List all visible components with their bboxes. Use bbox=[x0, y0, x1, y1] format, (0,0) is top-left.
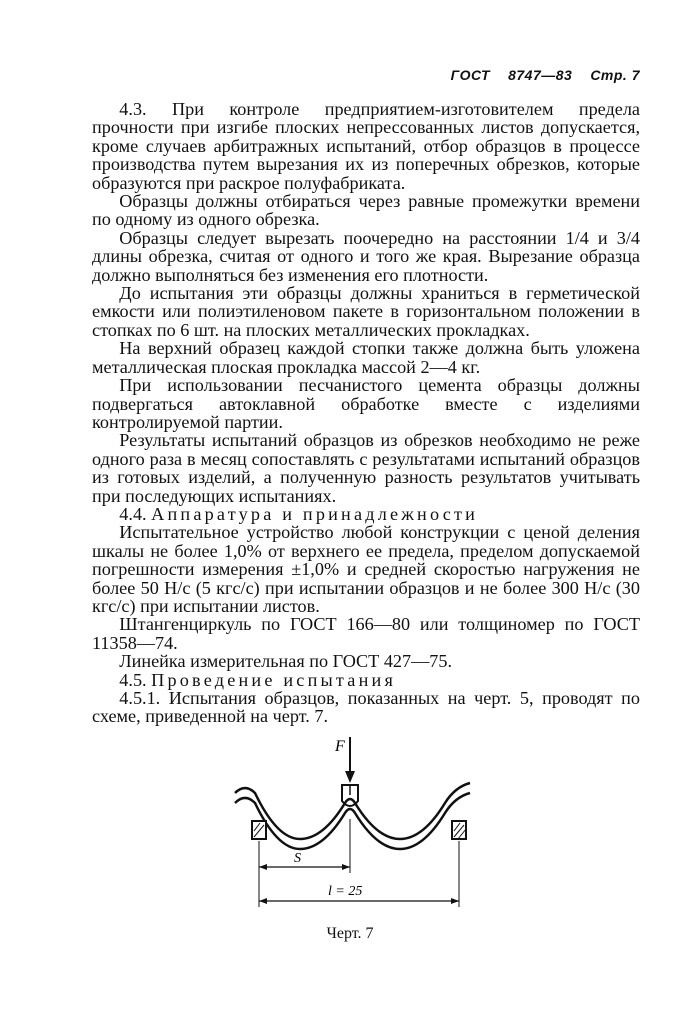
paragraph-4-5-1: 4.5.1. Испытания образцов, показанных на черт. 5, проводят по схеме, приведенной на черт. 7. bbox=[92, 688, 640, 727]
header-standard: ГОСТ bbox=[450, 67, 491, 83]
section-title: Проведение испытания bbox=[151, 669, 397, 690]
right-support bbox=[452, 821, 466, 839]
section-number: 4.5. bbox=[119, 669, 147, 690]
s-arrow-right bbox=[342, 864, 350, 870]
paragraph-ruler: Линейка измерительная по ГОСТ 427—75. bbox=[119, 651, 453, 672]
paragraph-caliper: Штангенциркуль по ГОСТ 166—80 или толщиномер по ГОСТ 11358—74. bbox=[92, 614, 640, 653]
left-support bbox=[252, 821, 266, 839]
document-body bbox=[92, 100, 640, 726]
paragraph-top-sample: На верхний образец каждой стопки также должна быть уложена металлическая плоская прокладка массой 2—4 кг. bbox=[92, 338, 640, 377]
section-title: Аппаратура и принадлежности bbox=[151, 503, 479, 524]
l-arrow-left bbox=[259, 898, 267, 904]
paragraph-storage: До испытания эти образцы должны храниться в герметической емкости или полиэтиленовом пакете в горизонтальном положении в стопках по 6 шт. на плоских металлических прокладках. bbox=[92, 283, 640, 340]
s-label: S bbox=[294, 851, 301, 866]
header-page: Стр. 7 bbox=[590, 67, 640, 83]
section-heading-4-4 bbox=[92, 505, 640, 523]
paragraph-4-3: 4.3. При контроле предприятием-изготовителем предела прочности при изгибе плоских непрессованных листов допускается, кроме случаев арбитражных испытаний, отбор образцов в процессе производства путем вырезания их из поперечных обрезков, которые образуются при раскрое полуфабриката. bbox=[92, 99, 640, 193]
force-label: F bbox=[335, 738, 345, 755]
page-header bbox=[451, 67, 640, 83]
test-scheme-drawing bbox=[190, 735, 520, 915]
section-number: 4.4. bbox=[119, 503, 147, 524]
figure-caption: Черт. 7 bbox=[326, 925, 374, 942]
paragraph-cutting: Образцы следует вырезать поочередно на расстоянии 1/4 и 3/4 длины обрезка, считая от одного и того же края. Вырезание образца должно выполняться без изменения его плотности. bbox=[92, 227, 640, 285]
paragraph-test-device: Испытательное устройство любой конструкции с ценой деления шкалы не более 1,0% от верхнего ее предела, пределом допускаемой погрешности измерения ±1,0% и средней скоростью нагружения не более 50 Н/с (5 кгс/с) при испытании образцов и не более 300 Н/с (30 кгс/с) при испытании листов. bbox=[92, 522, 640, 616]
l-label: l = 25 bbox=[328, 884, 363, 899]
paragraph-sand-cement: При использовании песчанистого цемента образцы должны подвергаться автоклавной обработке вместе с изделиями контролируемой партии. bbox=[92, 375, 640, 432]
header-number: 8747—83 bbox=[508, 67, 573, 83]
force-arrow-head bbox=[345, 771, 355, 783]
paragraph-results: Результаты испытаний образцов из обрезков необходимо не реже одного раза в месяц сопоставлять с результатами испытаний образцов из готовых изделий, а полученную разность результатов учитывать при последующих испытаниях. bbox=[92, 430, 640, 506]
l-arrow-right bbox=[451, 898, 459, 904]
section-heading-4-5 bbox=[92, 671, 640, 689]
s-arrow-left bbox=[259, 864, 267, 870]
paragraph-samples-interval: Образцы должны отбираться через равные промежутки времени по одному из одного обрезка. bbox=[92, 191, 640, 230]
